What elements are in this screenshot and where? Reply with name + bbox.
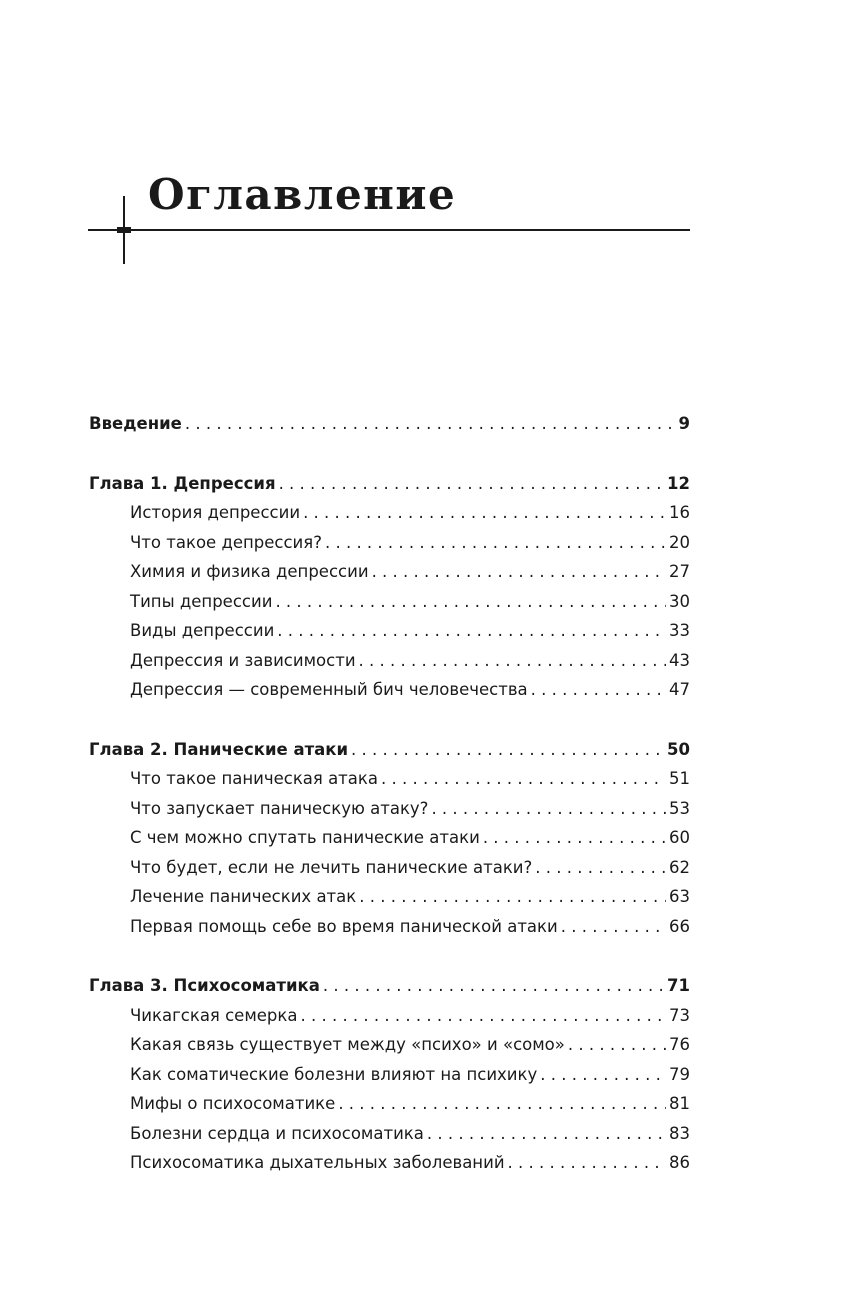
toc-page-number: 79 xyxy=(669,1064,690,1084)
dot-leader xyxy=(277,616,666,646)
toc-section[interactable] xyxy=(89,764,690,794)
page-title: Оглавление xyxy=(148,170,457,219)
dot-leader xyxy=(568,1030,666,1060)
dot-leader xyxy=(279,469,664,499)
toc-entry-label: Депрессия — современный бич человечества xyxy=(130,680,528,699)
dot-leader xyxy=(381,764,666,794)
toc-page-number: 62 xyxy=(669,857,690,877)
dot-leader xyxy=(185,409,676,439)
dot-leader xyxy=(275,587,666,617)
toc-entry-label: Виды депрессии xyxy=(130,621,275,640)
dot-leader xyxy=(323,971,664,1001)
toc-section[interactable] xyxy=(89,853,690,883)
toc-entry-label: Глава 2. Панические атаки xyxy=(89,739,349,759)
toc-section[interactable] xyxy=(89,794,690,824)
toc-entry-label: Что запускает паническую атаку? xyxy=(130,798,429,818)
toc-page-number: 73 xyxy=(669,1005,690,1025)
toc-page-number: 47 xyxy=(669,680,690,699)
toc-entry-label: История депрессии xyxy=(130,503,301,522)
dot-leader xyxy=(359,646,666,676)
toc-section[interactable] xyxy=(89,646,690,676)
dot-leader xyxy=(325,528,666,558)
toc-section[interactable] xyxy=(89,675,690,705)
table-of-contents xyxy=(89,409,690,1178)
toc-section[interactable] xyxy=(89,1060,690,1090)
toc-section[interactable] xyxy=(89,1030,690,1060)
toc-section[interactable] xyxy=(89,528,690,558)
toc-entry-label: С чем можно спутать панические атаки xyxy=(130,828,480,847)
toc-page-number: 81 xyxy=(669,1094,690,1113)
toc-page-number: 76 xyxy=(669,1035,690,1054)
toc-page-number: 53 xyxy=(669,798,690,818)
toc-page-number: 63 xyxy=(669,887,690,906)
dot-leader xyxy=(540,1060,666,1090)
toc-section[interactable] xyxy=(89,912,690,942)
toc-section[interactable] xyxy=(89,1089,690,1119)
toc-section[interactable] xyxy=(89,616,690,646)
toc-page-number: 83 xyxy=(669,1123,690,1143)
toc-section[interactable] xyxy=(89,1001,690,1031)
toc-page-number: 86 xyxy=(669,1153,690,1172)
dot-leader xyxy=(483,823,666,853)
toc-page-number: 60 xyxy=(669,828,690,847)
toc-page-number: 50 xyxy=(667,739,690,759)
dot-leader xyxy=(508,1148,666,1178)
toc-entry-label: Что такое паническая атака xyxy=(130,769,378,788)
toc-entry-label: Введение xyxy=(89,414,182,433)
toc-entry-label: Химия и физика депрессии xyxy=(130,562,369,581)
toc-entry-label: Типы депрессии xyxy=(130,591,273,611)
toc-entry-label: Лечение панических атак xyxy=(130,887,357,906)
toc-section[interactable] xyxy=(89,882,690,912)
dot-leader xyxy=(351,735,664,765)
toc-entry-label: Как соматические болезни влияют на психику xyxy=(130,1064,538,1084)
dot-leader xyxy=(531,675,666,705)
dot-leader xyxy=(300,1001,666,1031)
toc-page-number: 9 xyxy=(678,414,690,433)
toc-section[interactable] xyxy=(89,498,690,528)
toc-section[interactable] xyxy=(89,557,690,587)
toc-page-number: 71 xyxy=(667,976,690,995)
toc-entry-label: Глава 1. Депрессия xyxy=(89,473,276,493)
toc-entry-label: Психосоматика дыхательных заболеваний xyxy=(130,1153,505,1172)
toc-chapter-3[interactable] xyxy=(89,971,690,1001)
toc-entry-label: Мифы о психосоматике xyxy=(130,1094,336,1113)
dot-leader xyxy=(303,498,666,528)
toc-chapter-1[interactable] xyxy=(89,469,690,499)
toc-page-number: 66 xyxy=(669,916,690,936)
dot-leader xyxy=(427,1119,666,1149)
toc-section[interactable] xyxy=(89,823,690,853)
toc-entry-label: Болезни сердца и психосоматика xyxy=(130,1123,424,1143)
toc-section[interactable] xyxy=(89,1148,690,1178)
toc-page-number: 51 xyxy=(669,769,690,788)
toc-entry-label: Первая помощь себе во время панической атаки xyxy=(130,916,558,936)
toc-entry-intro[interactable] xyxy=(89,409,690,439)
toc-page-number: 33 xyxy=(669,621,690,640)
toc-chapter-2[interactable] xyxy=(89,735,690,765)
toc-entry-label: Что такое депрессия? xyxy=(130,532,322,552)
dot-leader xyxy=(359,882,666,912)
dot-leader xyxy=(338,1089,666,1119)
toc-page-number: 30 xyxy=(669,591,690,611)
toc-page-number: 43 xyxy=(669,650,690,670)
toc-section[interactable] xyxy=(89,587,690,617)
toc-entry-label: Глава 3. Психосоматика xyxy=(89,976,320,995)
title-rule xyxy=(88,229,690,231)
toc-page-number: 20 xyxy=(669,532,690,552)
toc-entry-label: Какая связь существует между «психо» и «сомо» xyxy=(130,1035,565,1054)
toc-entry-label: Что будет, если не лечить панические атаки? xyxy=(130,857,533,877)
dot-leader xyxy=(431,794,666,824)
toc-page-number: 27 xyxy=(669,562,690,581)
dot-leader xyxy=(561,912,666,942)
toc-entry-label: Депрессия и зависимости xyxy=(130,650,356,670)
crop-mark-knot xyxy=(117,227,131,233)
toc-page-number: 16 xyxy=(669,503,690,522)
toc-page-number: 12 xyxy=(667,473,690,493)
dot-leader xyxy=(535,853,666,883)
toc-entry-label: Чикагская семерка xyxy=(130,1005,298,1025)
toc-section[interactable] xyxy=(89,1119,690,1149)
dot-leader xyxy=(372,557,666,587)
